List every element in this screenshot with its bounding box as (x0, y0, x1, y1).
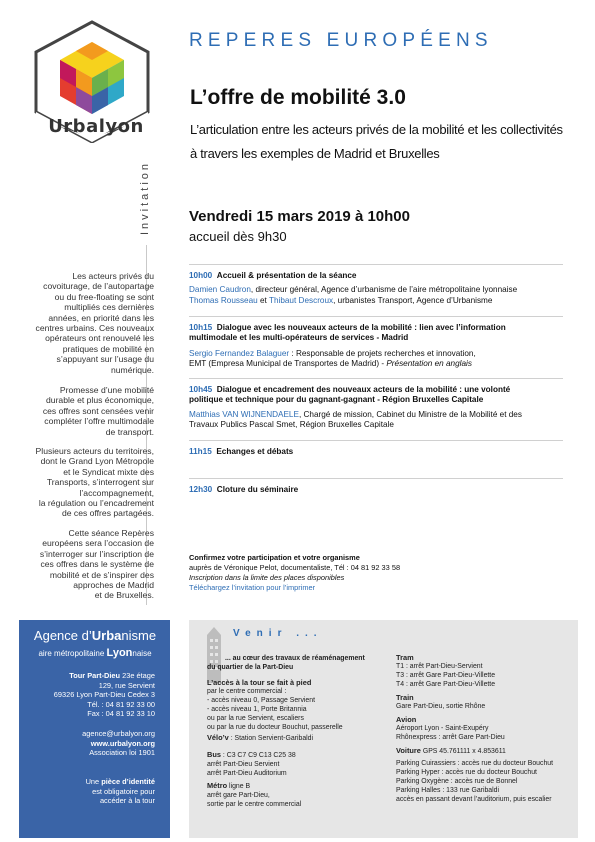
access-train: Train Gare Part-Dieu, sortie Rhône (396, 693, 486, 710)
access-car: Voiture GPS 45.761111 x 4.853611 Parking Cuirassiers : accès rue du docteur Bouchut Parking Hyper : accès rue du docteur Bouchut Parking Oxygène : accès rue de Bonnel Parking Halles : 133 rue Garibaldi accès en passant devant l’auditorium, puis escalier (396, 746, 554, 803)
intro-paragraph-4: Cette séance Repères européens sera l’occasion de s’interroger sur l’inscription de ces offres dans le système de mobilité et de s’inspirer des approches de Madrid et de Bruxelles. (39, 528, 154, 601)
intro-paragraph-1: Les acteurs privés du covoiturage, de l’autopartage ou du free-floating se sont multipliés ces dernières années, en priorité dans les centres urbains. Ces nouveaux opérateurs ont renouvelé les pratiques de mobilité en s’appuyant sur l’usage du numérique. (35, 271, 154, 375)
agency-contact: agence@urbalyon.org www.urbalyon.org Association loi 1901 (82, 729, 155, 758)
agency-address: Tour Part-Dieu 23e étage 129, rue Servient 69326 Lyon Part-Dieu Cedex 3 Tél. : 04 81 92 33 00 Fax : 04 81 92 33 10 (53, 671, 155, 719)
divider (189, 264, 563, 265)
download-invitation-link[interactable]: Téléchargez l’invitation pour l’imprimer (189, 583, 316, 592)
access-intro: ... au cœur des travaux de réaménagement du quartier de la Part-Dieu (207, 655, 365, 671)
page-title: L’offre de mobilité 3.0 (190, 86, 406, 109)
welcome-time: accueil dès 9h30 (189, 229, 287, 244)
agency-website[interactable]: www.urbalyon.org (90, 738, 155, 748)
session-1: 10h00 Accueil & présentation de la séance Damien Caudron, directeur général, Agence d’urbanisme de l’aire métropolitaine lyonnaise Thomas Rousseau et Thibaut Descroux, urbanistes Transport, Agence d’Urbanisme (189, 271, 518, 305)
subtitle-line-2: à travers les exemples de Madrid et Bruxelles (190, 146, 440, 161)
logo-wordmark: Urbalyon (48, 116, 144, 137)
subtitle-line-1: L’articulation entre les acteurs privés de la mobilité et les collectivités (190, 122, 563, 137)
registration-info: Confirmez votre participation et votre organisme auprès de Véronique Pelot, documentaliste, Tél : 04 81 92 33 58 Inscription dans la limite des places disponibles (189, 553, 401, 582)
divider (189, 316, 563, 317)
session-4: 11h15 Echanges et débats (189, 447, 294, 456)
access-velov: Vélo’v : Station Servient-Garibaldi (207, 733, 314, 742)
agency-name: Agence d’Urbanisme (33, 628, 157, 643)
divider (189, 478, 563, 479)
tower-icon (205, 627, 223, 683)
access-plane: Avion Aéroport Lyon - Saint-Exupéry Rhônexpress : arrêt Gare Part-Dieu (396, 715, 505, 741)
agency-subtitle: aire métropolitaine Lyonnaise (38, 647, 152, 659)
divider (189, 440, 563, 441)
logo-cube (60, 42, 124, 114)
divider (189, 378, 563, 379)
session-5: 12h30 Cloture du séminaire (189, 485, 299, 494)
access-foot: L’accès à la tour se fait à pied par le centre commercial : - accès niveau 0, Passage Servient - accès niveau 1, Porte Britannia ou par la rue Servient, escaliers ou par la rue du docteur Bouchut, passerelle (207, 678, 343, 731)
id-notice: Une pièce d’identité est obligatoire pour accéder à la tour (85, 777, 155, 806)
session-2: 10h15 Dialogue avec les nouveaux acteurs de la mobilité : lien avec l’information multimodale et les multi-opérateurs de services - Madrid Sergio Fernandez Balaguer : Responsable de projets recherches et innovation, EMT (Empresa Municipal de Transportes de Madrid) - Présentation en anglais (189, 323, 506, 369)
access-tram: Tram T1 : arrêt Part-Dieu-Servient T3 : arrêt Gare Part-Dieu-Villette T4 : arrêt Gare Part-Dieu-Villette (396, 653, 496, 688)
access-title: Venir ... (233, 628, 323, 639)
access-bus: Bus : C3 C7 C9 C13 C25 38 arrêt Part-Dieu Servient arrêt Part-Dieu Auditorium (207, 750, 296, 777)
agency-email[interactable]: agence@urbalyon.org (82, 729, 155, 738)
intro-paragraph-3: Plusieurs acteurs du territoires, dont le Grand Lyon Métropole et le Syndicat mixte des Transports, s’interrogent sur l’accompagnement, la régulation ou l’encadrement de ces offres partagées. (35, 446, 154, 519)
session-3: 10h45 Dialogue et encadrement des nouveaux acteurs de la mobilité : une volonté politique et technique pour du gagnant-gagnant - Région Bruxelles Capitale Matthias VAN WIJNENDAELE, Chargé de mission, Cabinet du Ministre de la Mobilité et des Travaux Publics Pascal Smet, Région Bruxelles Capitale (189, 385, 522, 430)
access-metro: Métro ligne B arrêt gare Part-Dieu, sortie par le centre commercial (207, 781, 302, 808)
event-date: Vendredi 15 mars 2019 à 10h00 (189, 208, 410, 225)
intro-paragraph-2: Promesse d’une mobilité durable et plus économique, ces offres sont censées venir compléter l’offre multimodale de transport. (42, 385, 154, 437)
series-title: REPERES EUROPÉENS (189, 30, 493, 51)
invitation-label: Invitation (139, 160, 151, 235)
